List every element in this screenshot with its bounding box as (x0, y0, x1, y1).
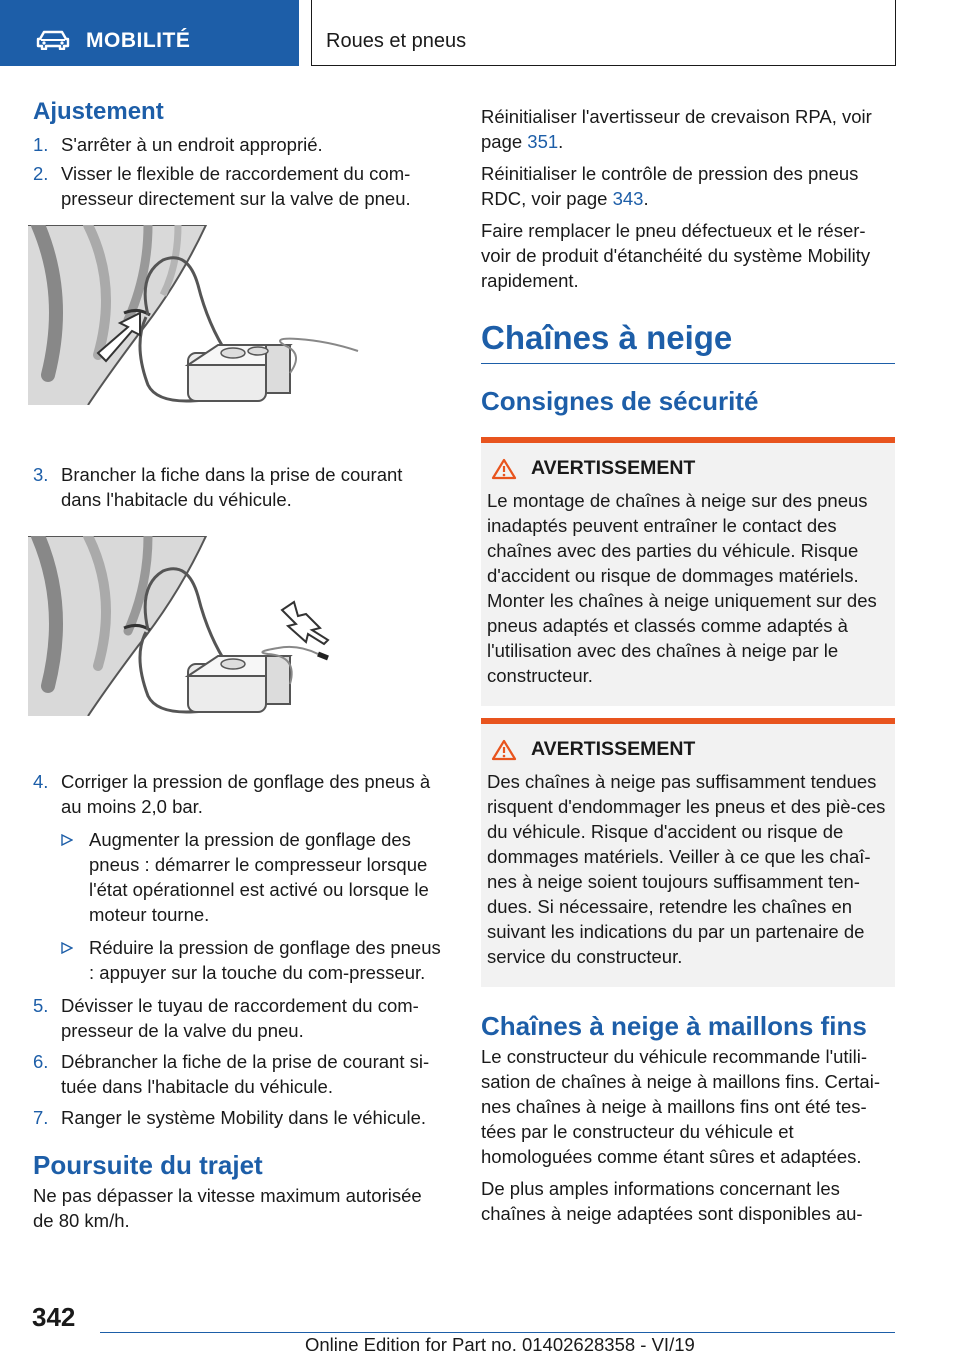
step-text: Débrancher la fiche de la prise de courant si-tuée dans l'habitacle du véhicule. (61, 1051, 430, 1097)
right-column (481, 104, 895, 1226)
list-item (33, 827, 441, 927)
step-number: 5. (33, 995, 49, 1016)
heading-continue: Poursuite du trajet (33, 1150, 263, 1180)
period: . (558, 131, 564, 152)
step-number: 1. (33, 134, 49, 155)
illustration-compressor-valve (28, 225, 438, 405)
step-item (33, 132, 441, 157)
warning-header (487, 738, 887, 761)
bullet-text: Augmenter la pression de gonflage des pneus : démarrer le compresseur lorsque l'état opérationnel est activé ou lorsque le moteur tourne. (89, 829, 429, 925)
step-number: 3. (33, 464, 49, 485)
rdc-reset-text (481, 161, 895, 211)
warning-triangle-icon (491, 458, 517, 480)
step-number: 4. (33, 771, 49, 792)
page-link-351[interactable]: 351 (527, 131, 559, 152)
step-number: 6. (33, 1051, 49, 1072)
warning-header (487, 457, 887, 480)
section-tab (0, 0, 299, 66)
step-item (33, 1049, 441, 1099)
illustration-plug-socket (28, 536, 438, 716)
left-column (33, 98, 441, 1233)
triangle-bullet-icon (61, 834, 73, 846)
step-text: Ranger le système Mobility dans le véhicule. (61, 1107, 427, 1128)
rpa-text: Réinitialiser l'avertisseur de crevaison RPA, voir page (481, 106, 872, 152)
step-item (33, 1105, 441, 1130)
step-text: S'arrêter à un endroit approprié. (61, 134, 323, 155)
warning-text: Des chaînes à neige pas suffisamment tendues risquent d'endommager les pneus et des piè-ces du véhicule. Risque d'accident ou risque de dommages matériels. Veiller à ce que les chaî-nes à neige soient toujours suffisamment ten-dues. Si nécessaire, retendre les chaînes en suivant les indications du par un partenaire de service du constructeur. (487, 771, 886, 967)
bullet-text: Réduire la pression de gonflage des pneus : appuyer sur la touche du com-presseur. (89, 937, 441, 983)
car-icon (36, 30, 70, 50)
step-text: Brancher la fiche dans la prise de courant dans l'habitacle du véhicule. (61, 464, 403, 510)
chapter-title: Roues et pneus (326, 30, 467, 52)
step-number: 2. (33, 163, 49, 184)
step-item (33, 993, 441, 1043)
step-item (33, 161, 441, 211)
warning-label: AVERTISSEMENT (531, 738, 696, 760)
step-item (33, 769, 441, 819)
fine-chains-info: De plus amples informations concernant les chaînes à neige adaptées sont disponibles au- (481, 1178, 863, 1224)
page-link-343[interactable]: 343 (612, 188, 644, 209)
fine-chains-text: Le constructeur du véhicule recommande l'utili-sation de chaînes à neige à maillons fins. Certai-nes chaînes à neige à maillons fins ont été tes-tées par le constructeur du véhicule et homologuées comme étant sûres et adaptées. (481, 1046, 880, 1167)
step-item (33, 462, 441, 512)
step-text: Dévisser le tuyau de raccordement du com-presseur de la valve du pneu. (61, 995, 419, 1041)
step-text: Visser le flexible de raccordement du com-presseur directement sur la valve de pneu. (61, 163, 411, 209)
page-number: 342 (32, 1302, 76, 1332)
heading-adjust: Ajustement (33, 98, 164, 125)
replace-tire-text: Faire remplacer le pneu défectueux et le réser-voir de produit d'étanchéité du système Mobility rapidement. (481, 220, 871, 291)
section-title: MOBILITÉ (86, 29, 191, 52)
period: . (643, 188, 649, 209)
warning-label: AVERTISSEMENT (531, 457, 696, 479)
step-text: Corriger la pression de gonflage des pneus à au moins 2,0 bar. (61, 771, 431, 817)
list-item (33, 935, 441, 985)
continue-text: Ne pas dépasser la vitesse maximum autorisée de 80 km/h. (33, 1185, 422, 1231)
rpa-reset-text (481, 104, 895, 154)
heading-fine-chains: Chaînes à neige à maillons fins (481, 1011, 867, 1041)
warning-triangle-icon (491, 739, 517, 761)
triangle-bullet-icon (61, 942, 73, 954)
footer-edition: Online Edition for Part no. 01402628358 - VI/19 (305, 1334, 695, 1355)
warning-box (481, 437, 895, 706)
heading-safety: Consignes de sécurité (481, 386, 759, 416)
step-number: 7. (33, 1107, 49, 1128)
footer-divider (100, 1332, 895, 1333)
rdc-text: Réinitialiser le contrôle de pression des pneus RDC, voir page (481, 163, 859, 209)
heading-snow-chains: Chaînes à neige (481, 319, 895, 364)
warning-box (481, 718, 895, 987)
chapter-tab (311, 0, 896, 66)
warning-text: Le montage de chaînes à neige sur des pneus inadaptés peuvent entraîner le contact des chaînes avec des parties du véhicule. Risque d'accident ou risque de dommages matériels. Monter les chaînes à neige uniquement sur des pneus adaptés et classés comme adaptés à l'utilisation avec des chaînes à neige par le constructeur. (487, 490, 877, 686)
